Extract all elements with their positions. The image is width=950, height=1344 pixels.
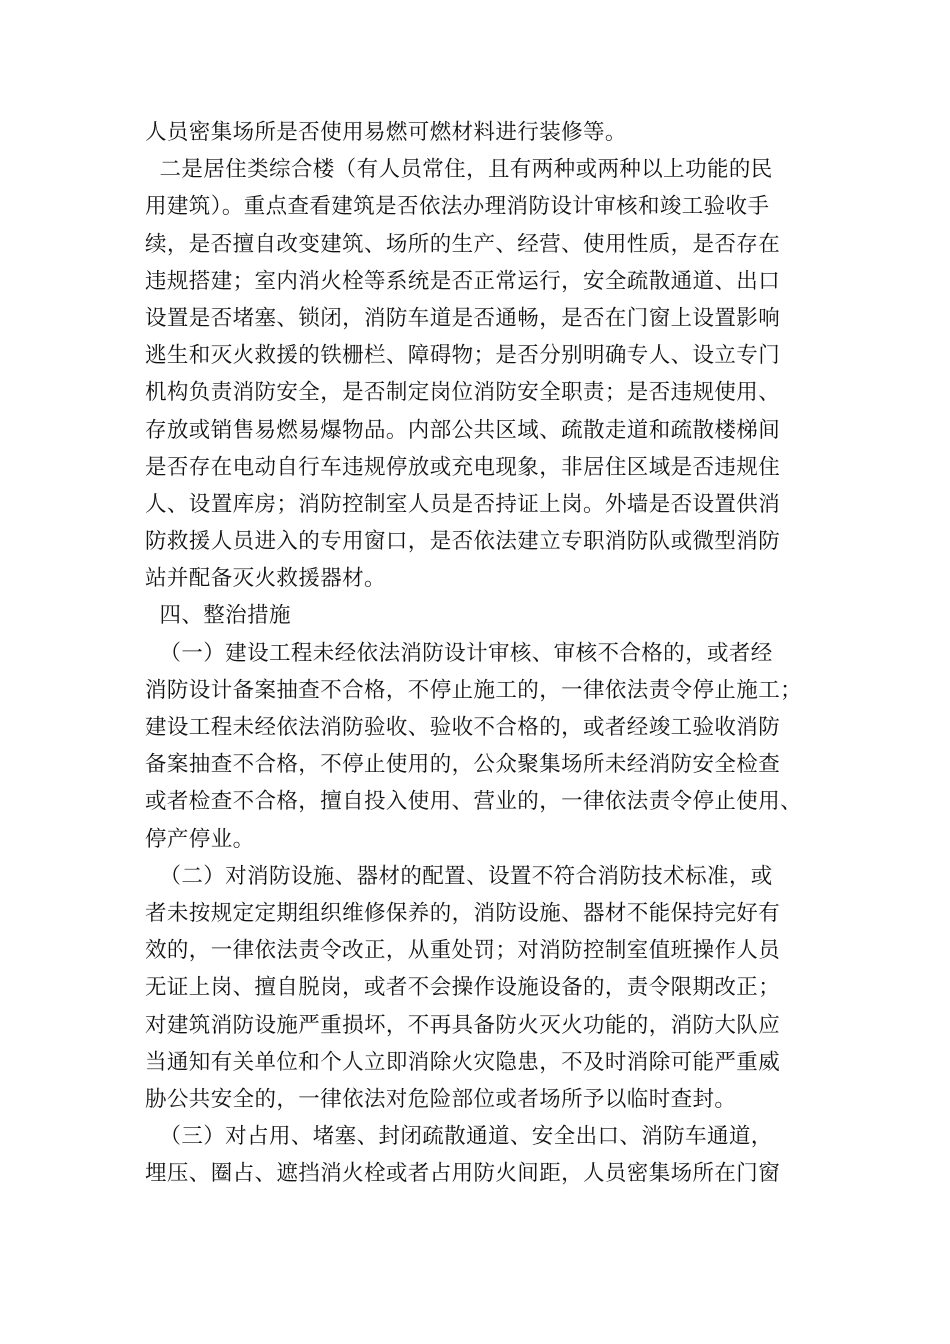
text-line: 当通知有关单位和个人立即消除火灾隐患，不及时消除可能严重威: [145, 1049, 781, 1075]
text-line: （三）对占用、堵塞、封闭疏散通道、安全出口、消防车通道，: [145, 1124, 773, 1150]
text-line: 存放或销售易燃易爆物品。内部公共区域、疏散走道和疏散楼梯间: [145, 417, 781, 443]
text-line: 用建筑）。重点查看建筑是否依法办理消防设计审核和竣工验收手: [145, 194, 770, 220]
text-line: （一）建设工程未经依法消防设计审核、审核不合格的，或者经: [145, 640, 773, 666]
text-line: 续，是否擅自改变建筑、场所的生产、经营、使用性质，是否存在: [145, 231, 781, 257]
text-line: 是否存在电动自行车违规停放或充电现象，非居住区域是否违规住: [145, 454, 781, 480]
text-line: 停产停业。: [145, 826, 255, 852]
text-line: （二）对消防设施、器材的配置、设置不符合消防技术标准，或: [145, 863, 773, 889]
text-line: 设置是否堵塞、锁闭，消防车道是否通畅，是否在门窗上设置影响: [145, 305, 781, 331]
text-line: 对建筑消防设施严重损坏，不再具备防火灭火功能的，消防大队应: [145, 1012, 781, 1038]
text-line: 人员密集场所是否使用易燃可燃材料进行装修等。: [145, 120, 627, 145]
text-line: 机构负责消防安全，是否制定岗位消防安全职责；是否违规使用、: [145, 380, 781, 406]
text-line: 埋压、圈占、遮挡消火栓或者占用防火间距，人员密集场所在门窗: [145, 1161, 781, 1187]
text-line: 人、设置库房；消防控制室人员是否持证上岗。外墙是否设置供消: [145, 491, 781, 517]
section-heading: 四、整治措施: [145, 603, 291, 629]
text-line: 消防设计备案抽查不合格，不停止施工的，一律依法责令停止施工；: [145, 677, 803, 703]
text-line: 备案抽查不合格，不停止使用的，公众聚集场所未经消防安全检查: [145, 752, 781, 778]
text-line: 防救援人员进入的专用窗口，是否依法建立专职消防队或微型消防: [145, 529, 781, 555]
text-line: 二是居住类综合楼（有人员常住，且有两种或两种以上功能的民: [145, 157, 773, 183]
text-line: 效的，一律依法责令改正，从重处罚；对消防控制室值班操作人员: [145, 938, 781, 964]
text-line: 者未按规定定期组织维修保养的，消防设施、器材不能保持完好有: [145, 900, 781, 926]
text-line: 或者检查不合格，擅自投入使用、营业的，一律依法责令停止使用、: [145, 789, 803, 815]
text-line: 无证上岗、擅自脱岗，或者不会操作设施设备的，责令限期改正；: [145, 975, 781, 1001]
text-line: 违规搭建；室内消火栓等系统是否正常运行，安全疏散通道、出口: [145, 268, 781, 294]
text-line: 胁公共安全的，一律依法对危险部位或者场所予以临时查封。: [145, 1086, 737, 1112]
text-line: 建设工程未经依法消防验收、验收不合格的，或者经竣工验收消防: [145, 715, 781, 740]
text-line: 逃生和灭火救援的铁栅栏、障碍物；是否分别明确专人、设立专门: [145, 343, 781, 369]
text-line: 站并配备灭火救援器材。: [145, 566, 386, 592]
body-text: [145, 114, 825, 1192]
